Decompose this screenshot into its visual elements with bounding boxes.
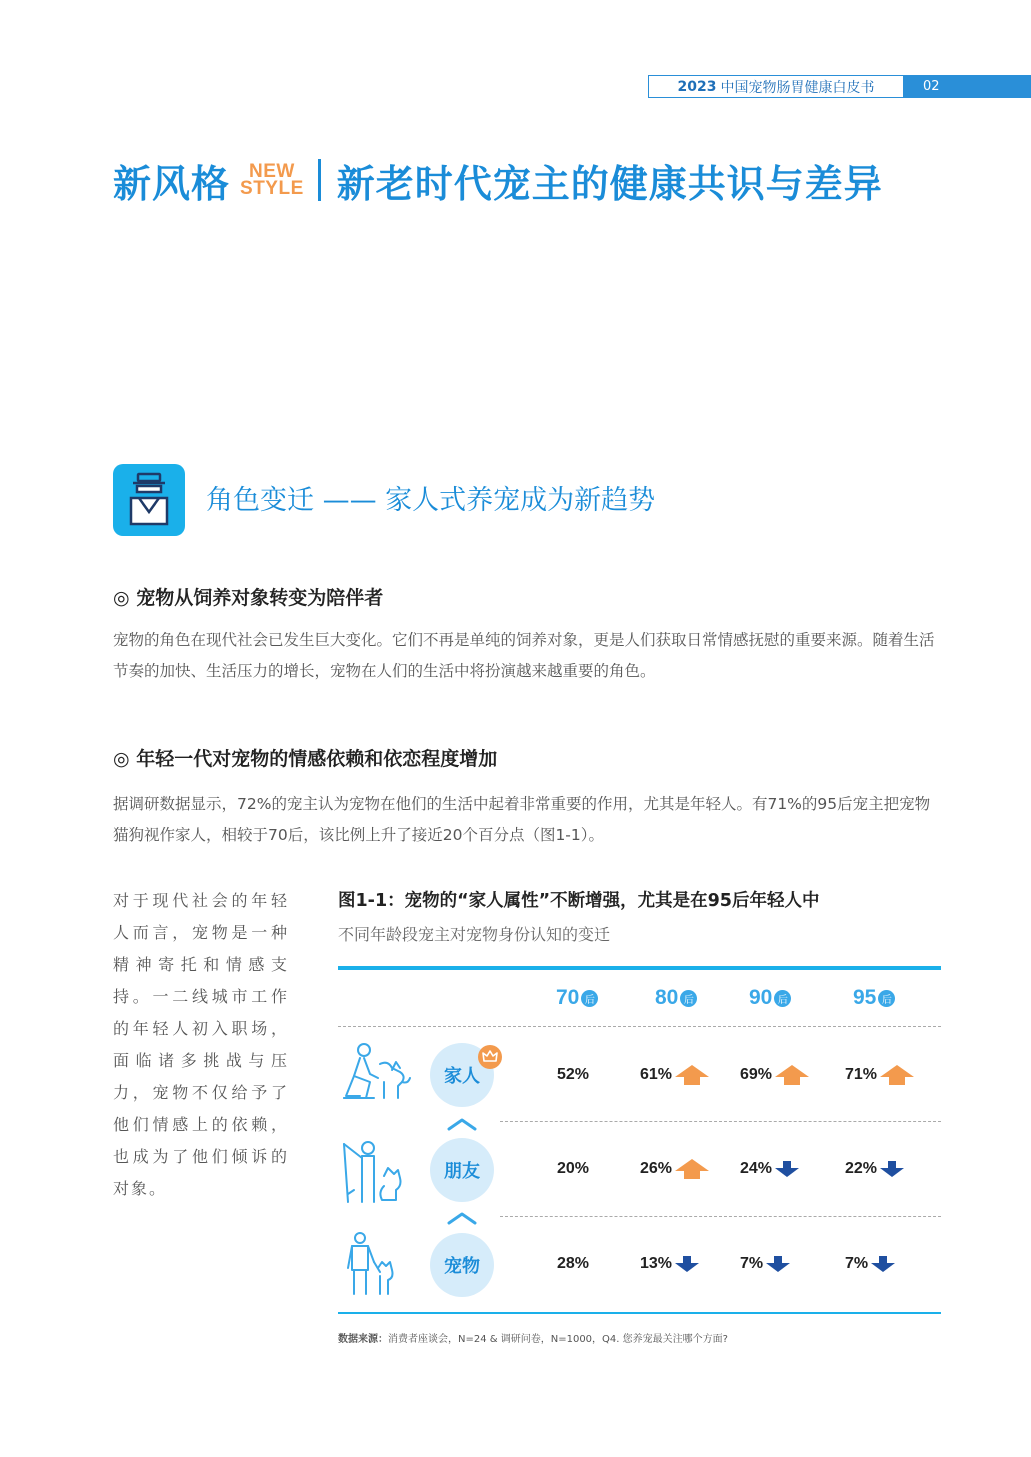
col-head-90-num: 90	[749, 986, 773, 1009]
cell-value: 7%	[845, 1255, 869, 1272]
pet-owner-icon	[113, 464, 185, 536]
subhead-1: ◎ 宠物从饲养对象转变为陪伴者	[113, 587, 384, 609]
cell-family-95	[845, 1060, 915, 1090]
cell-value: 20%	[557, 1160, 590, 1177]
main-title-left: 新风格	[113, 161, 231, 206]
arrow-up-icon	[674, 1158, 710, 1180]
role-pet: 宠物	[430, 1233, 494, 1297]
subhead-2: ◎ 年轻一代对宠物的情感依赖和依恋程度增加	[113, 748, 498, 770]
table-top-rule	[338, 966, 941, 970]
chevron-up-icon	[446, 1116, 478, 1136]
main-title-right: 新老时代宠主的健康共识与差异	[336, 161, 883, 206]
col-head-80-num: 80	[655, 986, 679, 1009]
title-divider	[318, 159, 321, 201]
main-title-en-top: NEW	[248, 161, 295, 182]
header-separator	[338, 1026, 941, 1027]
role-friend: 朋友	[430, 1138, 494, 1202]
col-head-80-suffix: 后	[680, 990, 697, 1007]
cell-pet-95	[845, 1249, 896, 1279]
cell-friend-80	[640, 1154, 710, 1184]
cell-friend-70	[557, 1154, 589, 1184]
cell-value: 26%	[640, 1160, 673, 1177]
figure-title: 图1-1：宠物的“家人属性”不断增强，尤其是在95后年轻人中	[338, 891, 820, 911]
cell-value: 13%	[640, 1255, 673, 1272]
cell-value: 22%	[845, 1160, 878, 1177]
cell-value: 24%	[740, 1160, 773, 1177]
cell-pet-90	[740, 1249, 791, 1279]
arrow-up-icon	[879, 1064, 915, 1086]
header-year: 2023	[677, 78, 717, 95]
col-head-90	[749, 986, 791, 1010]
cell-value: 52%	[557, 1066, 590, 1083]
arrow-up-icon	[674, 1064, 710, 1086]
data-source	[338, 1330, 728, 1345]
cell-friend-95	[845, 1154, 905, 1184]
role-family: 家人	[430, 1043, 494, 1107]
data-source-text: 消费者座谈会，N=24 & 调研问卷，N=1000，Q4. 您养宠最关注哪个方面?	[388, 1334, 728, 1345]
cell-family-80	[640, 1060, 710, 1090]
col-head-70	[556, 986, 598, 1010]
main-title-en-bottom: STYLE	[240, 178, 304, 199]
cell-family-70	[557, 1060, 589, 1090]
main-title	[113, 150, 883, 210]
cell-value: 7%	[740, 1255, 764, 1272]
arrow-down-icon	[774, 1160, 800, 1178]
cell-family-90	[740, 1060, 810, 1090]
arrow-down-icon	[870, 1255, 896, 1273]
col-head-90-suffix: 后	[774, 990, 791, 1007]
arrow-down-icon	[879, 1160, 905, 1178]
person-hugging-dog-icon	[340, 1042, 412, 1110]
row-separator-1	[500, 1121, 941, 1122]
col-head-80	[655, 986, 697, 1010]
col-head-95	[853, 986, 895, 1010]
page-number: 02	[903, 75, 1031, 98]
figure-subtitle: 不同年龄段宠主对宠物身份认知的变迁	[338, 925, 611, 944]
paragraph-2: 据调研数据显示，72%的宠主认为宠物在他们的生活中起着非常重要的作用，尤其是年轻人。有71%的95后宠主把宠物猫狗视作家人，相较于70后，该比例上升了接近20个百分点（图1-1）。	[113, 795, 931, 844]
cell-value: 28%	[557, 1255, 590, 1272]
side-text: 对于现代社会的年轻人而言，宠物是一种精神寄托和情感支持。一二线城市工作的年轻人初入职场，面临诸多挑战与压力，宠物不仅给予了他们情感上的依赖，也成为了他们倾诉的对象。	[113, 891, 289, 1198]
col-head-95-num: 95	[853, 986, 877, 1009]
cell-pet-80	[640, 1249, 700, 1279]
chevron-up-icon	[446, 1210, 478, 1230]
header-title-box	[648, 75, 903, 98]
arrow-down-icon	[765, 1255, 791, 1273]
person-walking-dog-icon	[340, 1232, 412, 1300]
cell-friend-90	[740, 1154, 800, 1184]
col-head-70-suffix: 后	[581, 990, 598, 1007]
crown-icon	[478, 1045, 502, 1069]
header-title: 中国宠物肠胃健康白皮书	[720, 79, 875, 96]
row-separator-2	[500, 1216, 941, 1217]
paragraph-1: 宠物的角色在现代社会已发生巨大变化。它们不再是单纯的饲养对象，更是人们获取日常情感抚慰的重要来源。随着生活节奏的加快、生活压力的增长，宠物在人们的生活中将扮演越来越重要的角色。	[113, 631, 935, 680]
header-tag	[648, 75, 1031, 98]
cell-value: 71%	[845, 1066, 878, 1083]
col-head-95-suffix: 后	[878, 990, 895, 1007]
cell-value: 69%	[740, 1066, 773, 1083]
table-bottom-rule	[338, 1312, 941, 1314]
cell-value: 61%	[640, 1066, 673, 1083]
data-source-label: 数据来源：	[338, 1334, 388, 1345]
arrow-up-icon	[774, 1064, 810, 1086]
section-title: 角色变迁 —— 家人式养宠成为新趋势	[206, 485, 656, 516]
main-title-english	[240, 163, 304, 197]
person-with-sitting-dog-icon	[340, 1140, 412, 1208]
arrow-down-icon	[674, 1255, 700, 1273]
col-head-70-num: 70	[556, 986, 580, 1009]
cell-pet-70	[557, 1249, 589, 1279]
